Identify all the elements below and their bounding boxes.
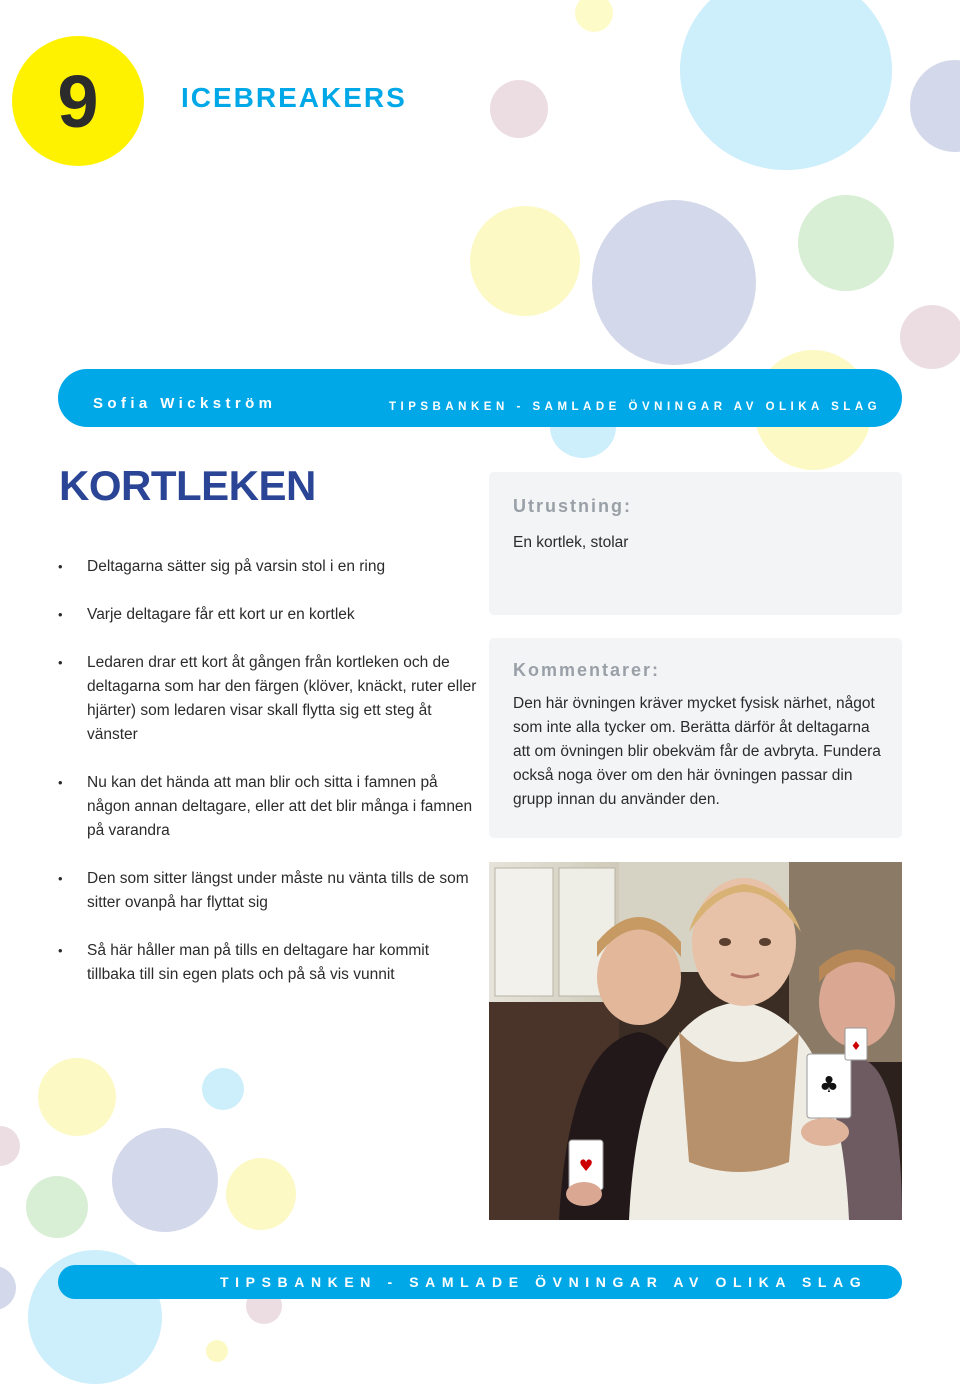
decor-circle <box>592 200 756 365</box>
decor-circle <box>0 1126 20 1166</box>
decor-circle <box>38 1058 116 1136</box>
svg-text:♦: ♦ <box>850 1039 862 1053</box>
comments-box <box>489 638 902 838</box>
decor-circle <box>226 1158 296 1230</box>
list-item: • Deltagarna sätter sig på varsin stol i en ring <box>58 555 478 579</box>
list-item: • Ledaren drar ett kort åt gången från kortleken och de deltagarna som har den färgen (klöver, knäckt, ruter eller hjärter) som ledaren visar skall flytta sig ett steg åt vänster <box>58 651 478 747</box>
equipment-label: Utrustning: <box>513 496 632 516</box>
decor-circle <box>0 1266 16 1310</box>
equipment-box <box>489 472 902 615</box>
list-item: • Så här håller man på tills en deltagare har kommit tillbaka till sin egen plats och på så vis vunnit <box>58 939 478 987</box>
decor-circle <box>575 0 613 32</box>
decor-circle <box>910 60 960 152</box>
footer-bar <box>58 1265 902 1299</box>
list-item: • Varje deltagare får ett kort ur en kortlek <box>58 603 478 627</box>
list-item: • Den som sitter längst under måste nu vänta tills de som sitter ovanpå har flyttat sig <box>58 867 478 915</box>
comments-label: Kommentarer: <box>513 660 661 680</box>
decor-circle <box>112 1128 218 1232</box>
decor-circle <box>26 1176 88 1238</box>
decor-circle <box>470 206 580 316</box>
decor-circle <box>900 305 960 369</box>
equipment-text: En kortlek, stolar <box>513 534 629 551</box>
header-tagline: TIPSBANKEN - SAMLADE ÖVNINGAR AV OLIKA SLAG <box>389 401 882 413</box>
chapter-number-badge <box>12 36 144 166</box>
chapter-number: 9 <box>57 59 99 143</box>
exercise-photo <box>489 862 902 1220</box>
comments-text: Den här övningen kräver mycket fysisk närhet, något som inte alla tycker om. Berätta därför åt deltagarna att om övningen blir obekväm får de avbryta. Fundera också noga över om den här övningen passar din grupp innan du använder den. <box>513 695 881 808</box>
exercise-steps <box>58 555 478 1011</box>
svg-text:♥: ♥ <box>578 1156 594 1175</box>
exercise-title: KORTLEKEN <box>59 462 316 509</box>
photo-illustration <box>489 862 902 1220</box>
chapter-title: ICEBREAKERS <box>181 82 407 113</box>
decor-circle <box>202 1068 244 1110</box>
author-name: Sofia Wickström <box>93 395 277 412</box>
svg-text:♣: ♣ <box>819 1073 839 1098</box>
decor-circle <box>490 80 548 138</box>
decor-circle <box>680 0 892 170</box>
decor-circle <box>206 1340 228 1362</box>
decor-circle <box>798 195 894 291</box>
header-bar <box>58 369 902 427</box>
footer-tagline: TIPSBANKEN - SAMLADE ÖVNINGAR AV OLIKA SLAG <box>220 1274 868 1290</box>
list-item: • Nu kan det hända att man blir och sitta i famnen på någon annan deltagare, eller att det blir många i famnen på varandra <box>58 771 478 843</box>
